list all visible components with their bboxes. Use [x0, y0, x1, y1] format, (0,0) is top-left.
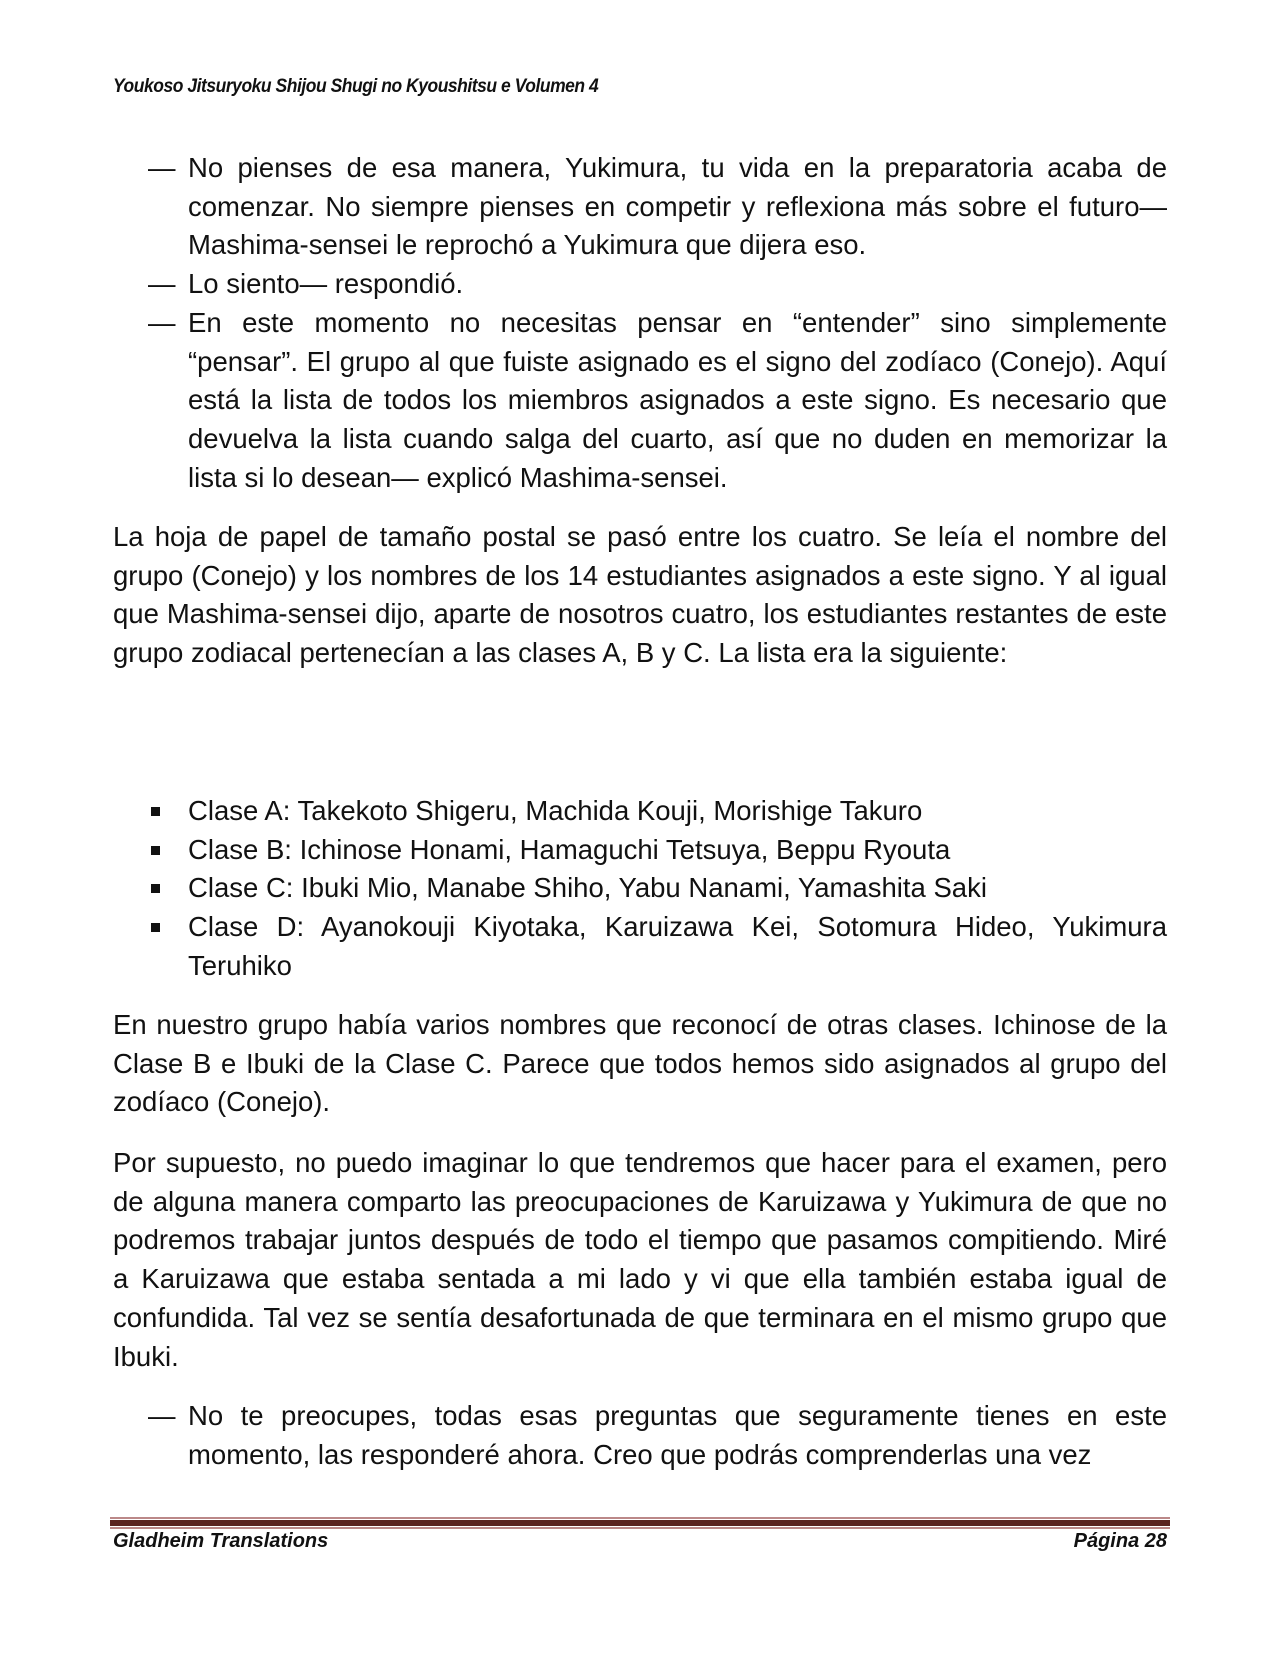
dialogue-line	[113, 149, 1167, 265]
list-item-text: Clase C: Ibuki Mio, Manabe Shiho, Yabu Nanami, Yamashita Saki	[188, 872, 987, 904]
paragraph-text: En nuestro grupo había varios nombres que reconocí de otras clases. Ichinose de la Clase B e Ibuki de la Clase C. Parece que todos hemos sido asignados al grupo del zodíaco (Conejo).	[113, 1009, 1167, 1118]
dialogue-line	[113, 265, 1167, 304]
list-item	[113, 908, 1167, 985]
list-item	[113, 792, 1167, 831]
running-header: Youkoso Jitsuryoku Shijou Shugi no Kyoushitsu e Volumen 4	[113, 76, 599, 97]
paragraph	[113, 518, 1167, 673]
dialogue-text: En este momento no necesitas pensar en “entender” sino simplemente “pensar”. El grupo al que fuiste asignado es el signo del zodíaco (Conejo). Aquí está la lista de todos los miembros asignados a este signo. Es necesario que devuelva la lista cuando salga del cuarto, así que no duden en memorizar la lista si lo desean— explicó Mashima-sensei.	[188, 306, 1167, 493]
em-dash: —	[148, 1400, 176, 1431]
paragraph	[113, 1144, 1167, 1376]
dialogue-text: No pienses de esa manera, Yukimura, tu vida en la preparatoria acaba de comenzar. No siempre pienses en competir y reflexiona más sobre el futuro— Mashima-sensei le reprochó a Yukimura que dijera eso.	[188, 152, 1167, 261]
paragraph-text: Por supuesto, no puedo imaginar lo que tendremos que hacer para el examen, pero de alguna manera comparto las preocupaciones de Karuizawa y Yukimura de que no podremos trabajar juntos después de todo el tiempo que pasamos compitiendo. Miré a Karuizawa que estaba sentada a mi lado y vi que ella también estaba igual de confundida. Tal vez se sentía desafortunada de que terminara en el mismo grupo que Ibuki.	[113, 1147, 1167, 1372]
dialogue-block-2	[113, 1397, 1167, 1474]
footer-credit: Gladheim Translations	[113, 1530, 329, 1552]
list-item-text: Clase D: Ayanokouji Kiyotaka, Karuizawa Kei, Sotomura Hideo, Yukimura Teruhiko	[188, 911, 1167, 981]
em-dash: —	[148, 152, 176, 183]
bullet-icon	[151, 923, 160, 932]
list-item-text: Clase A: Takekoto Shigeru, Machida Kouji, Morishige Takuro	[188, 795, 923, 826]
student-list	[113, 792, 1167, 986]
em-dash: —	[148, 268, 176, 300]
em-dash: —	[148, 306, 176, 338]
dialogue-block-1	[113, 149, 1167, 497]
dialogue-line	[113, 304, 1167, 498]
paragraph	[113, 1006, 1167, 1122]
list-item-text: Clase B: Ichinose Honami, Hamaguchi Tetsuya, Beppu Ryouta	[188, 833, 951, 865]
bullet-icon	[151, 807, 160, 816]
page-number: Página 28	[1073, 1530, 1167, 1552]
bullet-icon	[151, 846, 160, 855]
bullet-icon	[151, 884, 160, 893]
footer-rule	[110, 1520, 1170, 1526]
dialogue-line	[113, 1397, 1167, 1474]
list-item	[113, 869, 1167, 908]
footer-rule	[110, 1517, 1170, 1519]
list-item	[113, 831, 1167, 870]
paragraph-text: La hoja de papel de tamaño postal se pasó entre los cuatro. Se leía el nombre del grupo (Conejo) y los nombres de los 14 estudiantes asignados a este signo. Y al igual que Mashima-sensei dijo, aparte de nosotros cuatro, los estudiantes restantes de este grupo zodiacal pertenecían a las clases A, B y C. La lista era la siguiente:	[113, 521, 1167, 669]
dialogue-text: No te preocupes, todas esas preguntas que seguramente tienes en este momento, las responderé ahora. Creo que podrás comprenderlas una vez	[188, 1400, 1167, 1470]
footer-rule	[110, 1527, 1170, 1529]
dialogue-text: Lo siento— respondió.	[188, 268, 464, 300]
